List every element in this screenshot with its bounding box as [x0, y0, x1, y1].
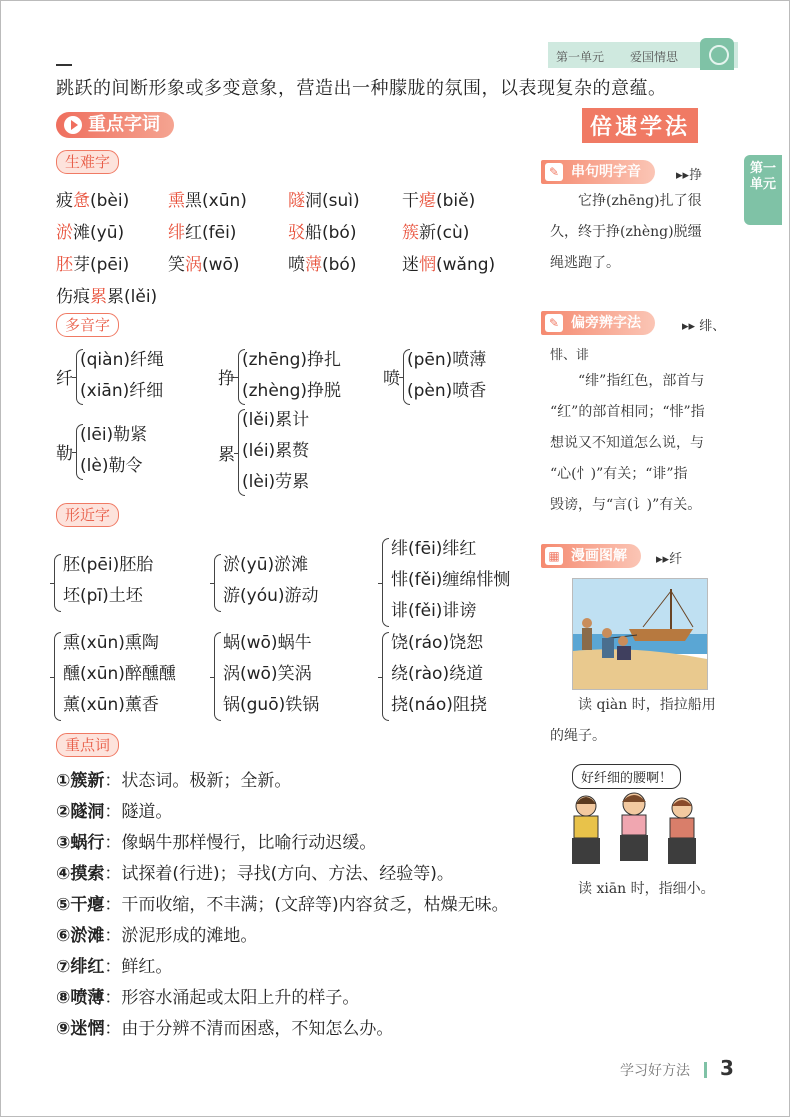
key-word-term: ④摸索 [56, 864, 105, 884]
similar-char-item: 游(yóu)游动 [223, 586, 319, 606]
footer-text: 学习好方法 [620, 1063, 690, 1079]
section-title-text: 重点字词 [88, 114, 160, 135]
pinyin-text: 船(bó) [305, 223, 357, 243]
pinyin-text: (bèi) [90, 191, 130, 211]
key-word-term: ②隧洞 [56, 802, 105, 822]
key-word-def: 形容水涌起或太阳上升的样子。 [121, 988, 360, 1008]
polyphone-item: (xiān)纤细 [80, 381, 164, 401]
highlight-char: 熏 [168, 191, 185, 211]
pinyin-text: (wǎng) [436, 255, 496, 275]
similar-chars-tag: 形近字 [56, 503, 119, 527]
box2-line: “绯”指红色，部首与 [578, 373, 705, 389]
box1-line: 久，终于挣(zhèng)脱缰 [550, 224, 702, 240]
highlight-char: 惫 [73, 191, 90, 211]
highlight-char: 惘 [419, 255, 436, 275]
key-word-def: 像蜗牛那样慢行，比喻行动迟缓。 [121, 833, 377, 853]
key-word-def: 由于分辨不清而困惑，不知怎么办。 [121, 1019, 394, 1039]
box2-target: ▸▸ 绯、 [682, 319, 726, 334]
pinyin-text: (wō) [202, 255, 240, 275]
key-word-item [56, 1014, 393, 1039]
highlight-char: 累 [90, 287, 107, 307]
similar-char-item: 薰(xūn)薰香 [63, 695, 159, 715]
separator: ： [104, 833, 122, 853]
footer-divider [704, 1062, 707, 1078]
box2-text [550, 366, 740, 521]
brace [382, 632, 389, 721]
key-word-def: 干而收缩，不丰满；(文辞等)内容贫乏，枯燥无味。 [121, 895, 509, 915]
polyphone-item: (léi)累赘 [242, 441, 310, 461]
unit-label: 第一单元 [556, 50, 605, 64]
polyphone-item: (qiàn)纤绳 [80, 350, 164, 370]
key-word-item [56, 766, 291, 791]
hard-char-entry [288, 250, 356, 275]
key-word-term: ⑥淤滩 [56, 926, 105, 946]
similar-char-item: 挠(náo)阻挠 [391, 695, 487, 715]
polyphone-item: (pèn)喷香 [407, 381, 487, 401]
key-word-def: 鲜红。 [121, 957, 173, 977]
key-words-tag: 重点词 [56, 733, 119, 757]
polyphone-item: (lè)勒令 [80, 456, 143, 476]
hard-char-entry [56, 250, 129, 275]
key-word-item [56, 983, 359, 1008]
highlight-char: 涡 [185, 255, 202, 275]
brace [214, 554, 221, 612]
unit-corner-icon [700, 38, 734, 70]
separator: ： [104, 988, 122, 1008]
hard-char-entry [56, 186, 129, 211]
separator: ： [104, 895, 122, 915]
highlight-char: 驳 [288, 223, 305, 243]
similar-char-item: 饶(ráo)饶恕 [391, 633, 484, 653]
play-icon [64, 116, 82, 134]
box3-caption1 [550, 690, 740, 752]
char-text: 伤痕 [56, 287, 90, 307]
box2-line: 想说又不知道怎么说，与 [550, 435, 704, 451]
key-word-def: 状态词。极新；全新。 [121, 771, 292, 791]
brace [54, 632, 61, 721]
hard-chars-tag: 生难字 [56, 150, 119, 174]
box3-banner-text: 漫画图解 [571, 548, 627, 564]
polyphone-item: (lěi)累计 [242, 410, 310, 430]
polyphone-item: (lēi)勒紧 [80, 425, 148, 445]
similar-char-item: 坯(pī)土坯 [63, 586, 143, 606]
hard-char-entry [168, 250, 240, 275]
side-title: 倍速学法 [582, 108, 698, 143]
pinyin-text: 芽(pēi) [73, 255, 130, 275]
key-word-item [56, 890, 509, 915]
separator: ： [104, 802, 122, 822]
similar-char-item: 淤(yū)淤滩 [223, 555, 309, 575]
similar-char-item: 悱(fěi)缠绵悱恻 [391, 570, 511, 590]
char-text: 干 [402, 191, 419, 211]
box1-banner [541, 160, 655, 184]
highlight-char: 簇 [402, 223, 419, 243]
key-word-term: ①簇新 [56, 771, 105, 791]
hard-char-entry [56, 218, 124, 243]
box2-target2: 悱、诽 [550, 348, 590, 363]
similar-char-item: 涡(wō)笑涡 [223, 664, 312, 684]
hard-char-entry [288, 218, 356, 243]
hard-char-entry [168, 218, 236, 243]
hard-char-entry [288, 186, 360, 211]
key-word-def: 淤泥形成的滩地。 [121, 926, 258, 946]
key-word-def: 试探着(行进)；寻找(方向、方法、经验等)。 [121, 864, 454, 884]
box2-banner [541, 311, 655, 335]
char-text: 笑 [168, 255, 185, 275]
page-number: 3 [720, 1056, 734, 1080]
polyphone-tag: 多音字 [56, 313, 119, 337]
comic-boat-illustration [572, 578, 708, 690]
key-word-item [56, 797, 172, 822]
box1-target: ▸▸挣 [676, 168, 703, 183]
hard-char-entry [56, 282, 157, 307]
box1-line: 绳逃跑了。 [550, 255, 620, 271]
pinyin-text: 累(lěi) [107, 287, 158, 307]
highlight-char: 淤 [56, 223, 73, 243]
char-text: 迷 [402, 255, 419, 275]
separator: ： [104, 957, 122, 977]
key-word-item [56, 952, 172, 977]
key-word-term: ③蜗行 [56, 833, 105, 853]
caption-line: 读 qiàn 时，指拉船用 [578, 697, 716, 713]
char-text: 喷 [288, 255, 305, 275]
pencil-icon: ✎ [545, 163, 563, 181]
section-title [56, 112, 174, 138]
pinyin-text: 洞(suì) [305, 191, 360, 211]
intro-text: 跳跃的间断形象或多变意象，营造出一种朦胧的氛围，以表现复杂的意蕴。 [56, 78, 667, 99]
hard-char-entry [168, 186, 247, 211]
pinyin-text: (biě) [436, 191, 476, 211]
chart-icon: ▦ [545, 547, 563, 565]
pencil-icon: ✎ [545, 314, 563, 332]
similar-char-item: 锅(guō)铁锅 [223, 695, 320, 715]
box2-banner-text: 偏旁辨字法 [571, 315, 641, 331]
hard-char-entry [402, 186, 475, 211]
highlight-char: 薄 [305, 255, 322, 275]
unit-title: 爱国情思 [630, 50, 679, 64]
pinyin-text: 黑(xūn) [185, 191, 247, 211]
box3-banner [541, 544, 641, 568]
polyphone-head: 勒 [56, 444, 73, 464]
polyphone-head: 喷 [383, 369, 400, 389]
separator: ： [104, 771, 122, 791]
polyphone-item: (zhēng)挣扎 [242, 350, 341, 370]
polyphone-item: (zhèng)挣脱 [242, 381, 341, 401]
pinyin-text: 滩(yū) [73, 223, 125, 243]
pinyin-text: 红(fēi) [185, 223, 237, 243]
brace [214, 632, 221, 721]
caption-line: 的绳子。 [550, 728, 606, 744]
similar-char-item: 醺(xūn)醉醺醺 [63, 664, 176, 684]
pinyin-text: (bó) [322, 255, 357, 275]
highlight-char: 胚 [56, 255, 73, 275]
char-text: 疲 [56, 191, 73, 211]
highlight-char: 瘪 [419, 191, 436, 211]
similar-char-item: 绕(rào)绕道 [391, 664, 484, 684]
key-word-term: ⑤干瘪 [56, 895, 105, 915]
polyphone-head: 累 [218, 444, 235, 465]
similar-char-item: 胚(pēi)胚胎 [63, 555, 154, 575]
similar-char-item: 熏(xūn)熏陶 [63, 633, 159, 653]
polyphone-item: (pēn)喷薄 [407, 350, 487, 370]
separator: ： [104, 926, 122, 946]
key-word-item [56, 859, 454, 884]
separator: ： [104, 1019, 122, 1039]
key-word-def: 隧道。 [121, 802, 173, 822]
key-word-term: ⑨迷惘 [56, 1019, 105, 1039]
pinyin-text: 新(cù) [419, 223, 470, 243]
box3-caption2: 读 xiān 时，指细小。 [578, 881, 715, 897]
box1-line: 它挣(zhēng)扎了很 [578, 193, 702, 209]
key-word-item [56, 921, 257, 946]
polyphone-head: 纤 [56, 369, 73, 389]
box2-line: “心(忄)”有关；“诽”指 [550, 466, 688, 482]
side-unit-tab: 第一单元 [744, 155, 782, 225]
box3-target: ▸▸纤 [656, 552, 683, 567]
brace [382, 538, 389, 627]
hard-char-entry [402, 218, 469, 243]
hard-char-entry [402, 250, 495, 275]
speech-bubble: 好纤细的腰啊！ [572, 764, 681, 789]
highlight-char: 绯 [168, 223, 185, 243]
box1-banner-text: 串句明字音 [571, 164, 641, 180]
similar-char-item: 蜗(wō)蜗牛 [223, 633, 312, 653]
key-word-term: ⑦绯红 [56, 957, 105, 977]
similar-char-item: 诽(fěi)诽谤 [391, 601, 477, 621]
key-word-item [56, 828, 376, 853]
separator: ： [104, 864, 122, 884]
divider [56, 64, 72, 66]
polyphone-item: (lèi)劳累 [242, 472, 310, 492]
box2-line: “红”的部首相同；“悱”指 [550, 404, 705, 420]
similar-char-item: 绯(fēi)绯红 [391, 539, 477, 559]
box1-text [550, 186, 740, 279]
box2-line: 毁谤，与“言(讠)”有关。 [550, 497, 702, 513]
highlight-char: 隧 [288, 191, 305, 211]
brace [54, 554, 61, 612]
polyphone-head: 挣 [218, 369, 235, 389]
key-word-term: ⑧喷薄 [56, 988, 105, 1008]
